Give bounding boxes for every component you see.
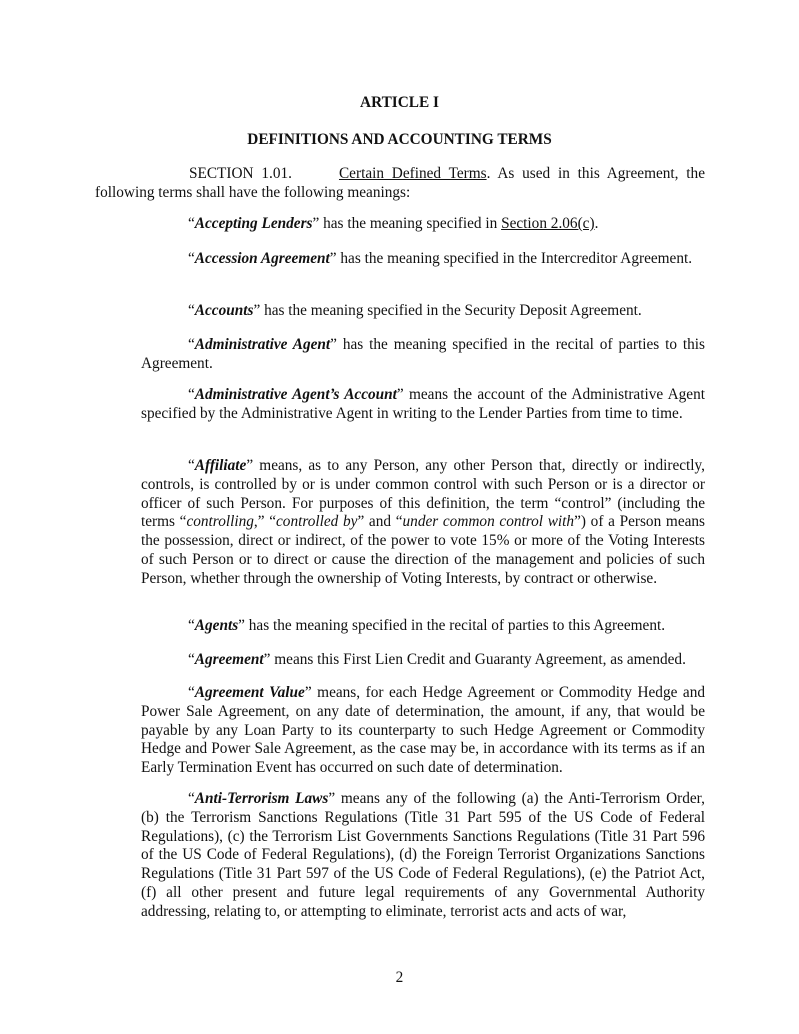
defined-term: Agreement Value <box>194 684 305 701</box>
open-quote: “ <box>188 302 195 319</box>
open-quote: “ <box>188 617 195 634</box>
definition-text: ” has the meaning specified in the recital of parties to this Agreement. <box>238 617 666 634</box>
definition-anti-terrorism-laws <box>141 790 705 922</box>
open-quote: “ <box>188 386 195 403</box>
section-number: SECTION 1.01. <box>189 165 292 182</box>
defined-term: Accession Agreement <box>194 250 330 267</box>
definition-affiliate <box>141 457 705 589</box>
article-title: ARTICLE I <box>360 94 439 111</box>
definition-text: ” means, for each Hedge Agreement or Commodity Hedge and Power Sale Agreement, on any date of determination, the amount, if any, that would be payable by any Loan Party to its counterparty to such Hedge Agreement or Commodity Hedge and Power Sale Agreement, as the case may be, in accordance with its terms as if an Early Termination Event has occurred on such date of determination. <box>141 684 706 777</box>
defined-term: Administrative Agent’s Account <box>194 386 397 403</box>
definition-text: ,” “ <box>253 513 276 531</box>
section-reference: Section 2.06(c) <box>501 215 595 232</box>
open-quote: “ <box>188 790 195 807</box>
open-quote: “ <box>188 457 195 474</box>
article-subtitle: DEFINITIONS AND ACCOUNTING TERMS <box>247 131 552 148</box>
open-quote: “ <box>188 684 195 701</box>
definition-text: ”) of a Person means the possession, direct or indirect, of the power to vote 15% or more of the Voting Interests of such Person or to direct or cause the direction of the management and policies of such Person, whether through the ownership of Voting Interests, by contract or otherwise. <box>141 513 705 587</box>
definition-end: . <box>594 215 599 232</box>
defined-term: Accounts <box>194 302 254 319</box>
definition-administrative-agents-account <box>141 386 705 424</box>
defined-term: Accepting Lenders <box>194 215 313 232</box>
definition-text: ” has the meaning specified in <box>312 215 502 232</box>
italic-term: controlling <box>186 513 254 531</box>
definition-text: ” means the account of the Administrative Agent specified by the Administrative Agent in writing to the Lender Parties from time to time. <box>141 386 705 422</box>
section-intro-text: . As used in this Agreement, the following terms shall have the following meanings: <box>95 165 705 201</box>
definition-accounts <box>141 302 705 321</box>
italic-term: under common control with <box>402 513 575 531</box>
definition-text: ” and “ <box>357 513 403 531</box>
open-quote: “ <box>188 250 195 267</box>
definition-accepting-lenders <box>141 215 705 234</box>
definition-text: ” has the meaning specified in the Security Deposit Agreement. <box>253 302 642 319</box>
definition-accession-agreement <box>141 250 705 269</box>
section-1-01-paragraph <box>95 165 705 203</box>
definition-text: ” means, as to any Person, any other Person that, directly or indirectly, controls, is controlled by or is under common control with such Person or is a director or officer of such Person. For purposes of this definition, the term “control” (including the terms “ <box>141 457 705 531</box>
defined-term: Agents <box>194 617 239 634</box>
definition-text: ” has the meaning specified in the Intercreditor Agreement. <box>329 250 693 267</box>
italic-term: controlled by <box>276 513 358 531</box>
open-quote: “ <box>188 215 195 232</box>
definition-agreement <box>141 651 705 670</box>
definition-text: ” has the meaning specified in the recital of parties to this Agreement. <box>141 336 705 372</box>
defined-term: Agreement <box>194 651 264 668</box>
definition-administrative-agent <box>141 336 705 374</box>
definition-text: ” means any of the following (a) the Anti-Terrorism Order, (b) the Terrorism Sanctions Regulations (Title 31 Part 595 of the US Code of Federal Regulations), (c) the Terrorism List Governments Sanctions Regulations (Title 31 Part 596 of the US Code of Federal Regulations), (d) the Foreign Terrorist Organizations Sanctions Regulations (Title 31 Part 597 of the US Code of Federal Regulations), (e) the Patriot Act, (f) all other present and future legal requirements of any Governmental Authority addressing, relating to, or attempting to eliminate, terrorist acts and acts of war, <box>141 790 705 920</box>
section-heading: Certain Defined Terms <box>338 165 487 182</box>
defined-term: Administrative Agent <box>194 336 331 353</box>
open-quote: “ <box>188 651 195 668</box>
defined-term: Affiliate <box>194 457 247 474</box>
definition-agents <box>141 617 705 636</box>
open-quote: “ <box>188 336 195 353</box>
definition-text: ” means this First Lien Credit and Guaranty Agreement, as amended. <box>263 651 686 668</box>
definition-agreement-value <box>141 684 705 778</box>
defined-term: Anti-Terrorism Laws <box>194 790 329 807</box>
page-number: 2 <box>395 969 404 986</box>
